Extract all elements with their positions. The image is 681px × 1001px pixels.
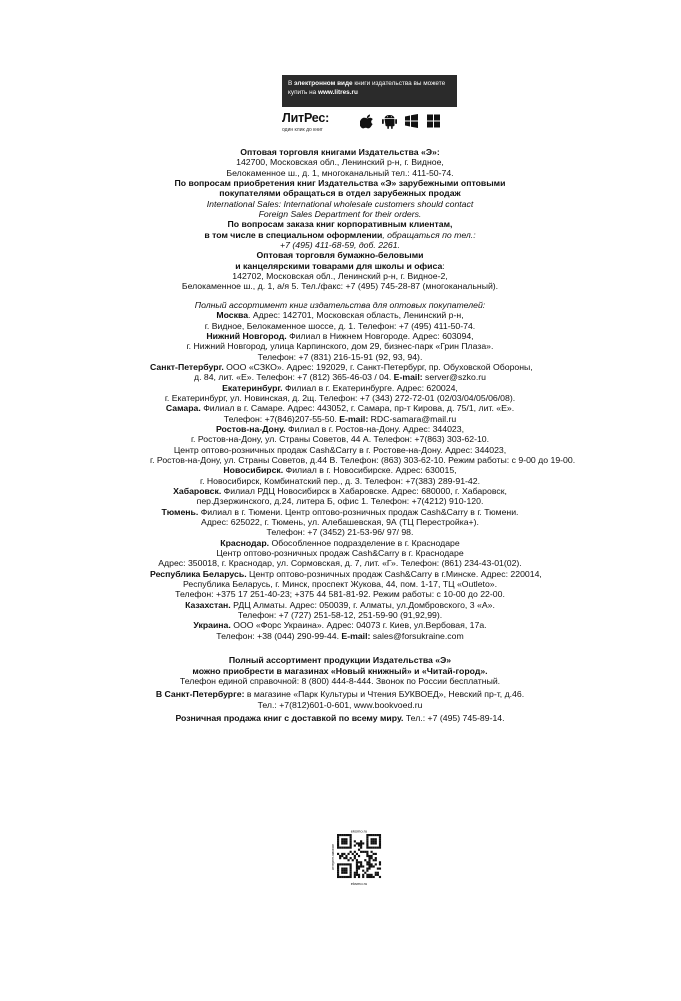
- region-spb: Санкт-Петербург. ООО «СЗКО». Адрес: 192029, г. Санкт-Петербург, пр. Обуховской Обороны,: [150, 361, 533, 372]
- email-link[interactable]: RDC-samara@mail.ru: [368, 413, 457, 424]
- region-nizhny-novgorod: Нижний Новгород. Филиал в Нижнем Новгороде. Адрес: 603094,: [206, 330, 474, 341]
- retail-title: Полный ассортимент продукции Издательства «Э»: [228, 655, 452, 666]
- windows-phone-icon: [404, 113, 419, 129]
- wholesale-title: Оптовая торговля книгами Издательства «Э»:: [240, 147, 440, 157]
- qr-top-label: eksmo.ru: [350, 828, 368, 834]
- litres-block: [282, 111, 462, 137]
- region-samara: Самара. Филиал в г. Самаре. Адрес: 443052, г. Самара, пр-т Кирова, д. 75/1, лит. «Е».: [165, 403, 515, 414]
- email-link[interactable]: sales@forsukraine.com: [370, 630, 464, 641]
- foreign-sales-title: По вопросам приобретения книг Издательства «Э» зарубежными оптовыми: [174, 178, 506, 189]
- android-icon: [382, 113, 397, 129]
- region-rostov: Ростов-на-Дону. Филиал в г. Ростов-на-Дону. Адрес: 344023,: [215, 423, 464, 434]
- region-khabarovsk: Хабаровск. Филиал РДЦ Новосибирск в Хабаровске. Адрес: 680000, г. Хабаровск,: [173, 486, 507, 496]
- litres-tagline: один клик до книг: [282, 127, 323, 133]
- stationery-title: Оптовая торговля бумажно-беловыми: [256, 250, 424, 261]
- region-moscow: Москва. Адрес: 142701, Московская область, Ленинский р-н,: [216, 310, 464, 321]
- region-krasnodar: Краснодар. Обособленное подразделение в г. Краснодаре: [220, 537, 460, 548]
- store-icons: [360, 113, 441, 129]
- qr-code[interactable]: [330, 828, 388, 886]
- region-tyumen: Тюмень. Филиал в г. Тюмени. Центр оптово-розничных продаж Cash&Carry в г. Тюмени.: [161, 506, 519, 517]
- qr-side-label: интернет-магазин: [331, 843, 335, 871]
- region-belarus: Республика Беларусь. Центр оптово-розничных продаж Cash&Carry в г.Минске. Адрес: 220014,: [150, 568, 542, 579]
- regions-intro: Полный ассортимент книг издательства для оптовых покупателей:: [194, 299, 486, 310]
- litres-logo: ЛитРес:: [282, 111, 330, 125]
- windows-icon: [426, 113, 441, 129]
- email-link[interactable]: server@szko.ru: [422, 372, 486, 383]
- apple-icon: [360, 113, 375, 129]
- litres-link[interactable]: www.litres.ru: [317, 89, 358, 96]
- region-kazakhstan: Казахстан. РДЦ Алматы. Адрес: 050039, г. Алматы, ул.Домбровского, 3 «А».: [185, 599, 495, 610]
- bookvoed-info: В Санкт-Петербурге: в магазине «Парк Культуры и Чтения БУКВОЕД», Невский пр-т, д.46.: [155, 689, 525, 700]
- qr-bottom-label: eksmo.ru: [350, 881, 368, 886]
- contacts-text: Оптовая торговля книгами Издательства «Э»: 142700, Московская обл., Ленинский р-н, г. Видное, Белокаменное ш., д. 1, многоканальный тел.: 411-50-74. По вопросам приобретения книг Издательства «Э» зарубежными оптовыми покупателями обращаться в отдел зарубежных продаж International Sales: International wholesale customers should contact Foreign Sales Department for their orders. По вопросам заказа книг корпоративным клиентам, в том числе в специальном оформлении, обращаться по тел.: +7 (495) 411-68-59, доб. 2261. Оптовая торговля бумажно-беловыми и канцелярскими товарами для школы и офиса: 142702, Московская обл., Ленинский р-н, г. Видное-2, Белокаменное ш., д. 1, а/я 5. Тел./факс: +7 (495) 745-28-87 (многоканальный). Полный ассортимент книг издательства для оптовых покупателей: Москва. Адрес: 142701, Московская область, Ленинский р-н, г. Видное, Белокаменное шоссе, д. 1. Телефон: +7 (495) 411-50-74. Нижний Новгород. Филиал в Нижнем Новгороде. Адрес: 603094, г. Нижний Новгород, улица Карпинского, дом 29, бизнес-парк «Грин Плаза». Телефон: +7 (831) 216-15-91 (92, 93, 94). Санкт-Петербург. ООО «СЗКО». Адрес: 192029, г. Санкт-Петербург, пр. Обуховской Обороны, д. 84, лит. «Е». Телефон: +7 (812) 365-46-03 / 04. E-mail: server@szko.ru Екатеринбург. Филиал в г. Екатеринбурге. Адрес: 620024, г. Екатеринбург, ул. Новинская, д. 2щ. Телефон: +7 (343) 272-72-01 (02/03/04/05/06/08). Самара. Филиал в г. Самаре. Адрес: 443052, г. Самара, пр-т Кирова, д. 75/1, лит. «Е». Телефон: +7(846)207-55-50. E-mail: RDC-samara@mail.ru Ростов-на-Дону. Филиал в г. Ростов-на-Дону. Адрес: 344023, г. Ростов-на-Дону, ул. Страны Советов, 44 А. Телефон: +7(863) 303-62-10. Центр оптово-розничных продаж Cash&Carry в г. Ростове-на-Дону. Адрес: 344023, г. Ростов-на-Дону, ул. Страны Советов, д.44 В. Телефон: (863) 303-62-10. Режим работы: с 9-00 до 19-00. Новосибирск. Филиал в г. Новосибирске. Адрес: 630015, г. Новосибирск, Комбинатский пер., д. 3. Телефон: +7(383) 289-91-42. Хабаровск. Филиал РДЦ Новосибирск в Хабаровске. Адрес: 680000, г. Хабаровск, пер.Дзержинского, д.24, литера Б, офис 1. Телефон: +7(4212) 910-120. Тюмень. Филиал в г. Тюмени. Центр оптово-розничных продаж Cash&Carry в г. Тюмени. Адрес: 625022, г. Тюмень, ул. Алебашевская, 9А (ТЦ Перестройка+). Телефон: +7 (3452) 21-53-96/ 97/ 98. Краснодар. Обособленное подразделение в г. Краснодаре Центр оптово-розничных продаж Cash&Carry в г. Краснодаре Адрес: 350018, г. Краснодар, ул. Сормовская, д. 7, лит. «Г». Телефон: (861) 234-43-01(02). Республика Беларусь. Центр оптово-розничных продаж Cash&Carry в г.Минске. Адрес: 220014, Республика Беларусь, г. Минск, проспект Жукова, 44, пом. 1-17, ТЦ «Outleto». Телефон: +375 17 251-40-23; +375 44 581-81-92. Режим работы: с 10-00 до 22-00. Казахстан. РДЦ Алматы. Адрес: 050039, г. Алматы, ул.Домбровского, 3 «А». Телефон: +7 (727) 251-58-12, 251-59-90 (91,92,99). Украина. ООО «Форс Украина». Адрес: 04073 г. Киев, ул.Вербовая, 17а. Телефон: +38 (044) 290-99-44. E-mail: sales@forsukraine.com Полный ассортимент продукции Издательства «Э» можно приобрести в магазинах «Новый книжный» и «Читай-город». Телефон единой справочной: 8 (800) 444-8-444. Звонок по России бесплатный. В Санкт-Петербурге: в магазине «Парк Культуры и Чтения БУКВОЕД», Невский пр-т, д.46. Тел.: +7(812)601-0-601, www.bookvoed.ru Розничная продажа книг с доставкой по всему миру. Тел.: +7 (495) 745-89-14.: [150, 147, 576, 723]
- region-novosibirsk: Новосибирск. Филиал в г. Новосибирске. Адрес: 630015,: [223, 465, 457, 476]
- region-ekaterinburg: Екатеринбург. Филиал в г. Екатеринбурге. Адрес: 620024,: [222, 382, 458, 393]
- region-ukraine: Украина. ООО «Форс Украина». Адрес: 04073 г. Киев, ул.Вербовая, 17а.: [193, 620, 487, 631]
- corporate-title: По вопросам заказа книг корпоративным клиентам,: [227, 219, 453, 230]
- delivery-info: Розничная продажа книг с доставкой по всему миру. Тел.: +7 (495) 745-89-14.: [175, 712, 505, 723]
- litres-banner: В электронном виде книги издательства вы можете купить на www.litres.ru: [282, 75, 457, 107]
